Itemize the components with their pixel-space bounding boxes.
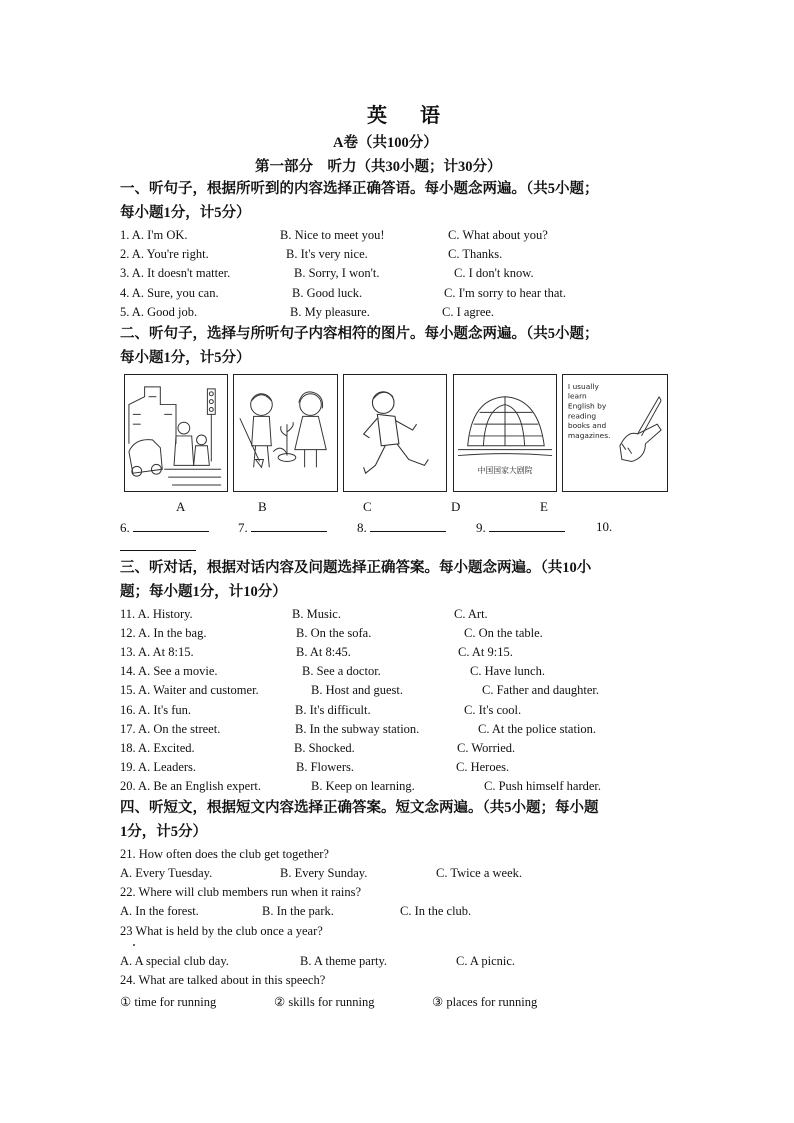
option-c: C. I agree.	[442, 305, 495, 319]
section-2-heading	[120, 322, 599, 370]
option-b: B. At 8:45.	[296, 645, 351, 659]
option-c: C. I'm sorry to hear that.	[444, 286, 567, 300]
running-boy-illustration	[344, 375, 446, 491]
picture-label-c: C	[363, 499, 372, 514]
question-row	[120, 954, 680, 972]
page-title: 英 语	[367, 105, 454, 127]
question-row	[120, 866, 680, 884]
option-b: B. On the sofa.	[296, 626, 372, 640]
option-a: A. Every Tuesday.	[120, 866, 213, 880]
part-heading: 第一部分 听力（共30小题；计30分）	[255, 159, 502, 175]
paper-subtitle: A卷（共100分）	[333, 135, 438, 151]
question-row	[120, 683, 680, 701]
option-b: B. Host and guest.	[311, 683, 404, 697]
note-line: books and	[567, 421, 607, 431]
option-c: C. Father and daughter.	[482, 683, 599, 697]
option-a: 17. A. On the street.	[120, 722, 221, 736]
option-c: C. At the police station.	[478, 722, 597, 736]
blank-number: 8.	[357, 520, 367, 535]
option-b: B. Keep on learning.	[311, 779, 415, 793]
question-row	[120, 664, 680, 682]
question-row	[120, 607, 680, 625]
option-b: B. It's very nice.	[286, 247, 368, 261]
option-c: C. Worried.	[457, 741, 516, 755]
option-a: 1. A. I'm OK.	[120, 228, 188, 242]
blank-number: 6.	[120, 520, 130, 535]
option-c: C. A picnic.	[456, 954, 516, 968]
question-row	[120, 266, 680, 284]
option-c: C. On the table.	[464, 626, 543, 640]
section-4-heading	[120, 796, 599, 844]
question-row	[120, 228, 680, 246]
section-4-line-1: 四、听短文，根据短文内容选择正确答案。短文念两遍。（共5小题；每小题	[120, 800, 599, 816]
note-line: I usually	[567, 381, 599, 391]
option-c: C. Twice a week.	[436, 866, 523, 880]
option-b: B. In the park.	[262, 904, 334, 918]
note-line: magazines.	[567, 430, 611, 440]
picture-a	[124, 374, 228, 492]
section-3-line-2: 题；每小题1分，计10分）	[120, 584, 287, 600]
picture-label-d: D	[451, 499, 461, 514]
answer-blank-10-line[interactable]	[120, 549, 196, 551]
picture-label-e: E	[540, 499, 548, 514]
option-a: 14. A. See a movie.	[120, 664, 218, 678]
note-line: English by	[567, 401, 607, 411]
option-b: B. Flowers.	[296, 760, 354, 774]
option-c: C. Heroes.	[456, 760, 510, 774]
option-c: C. Have lunch.	[470, 664, 545, 678]
section-1-heading	[120, 177, 599, 225]
theater-caption: 中国国家大剧院	[477, 466, 533, 476]
picture-d	[453, 374, 557, 492]
option-a: 11. A. History.	[120, 607, 193, 621]
stray-dot	[133, 944, 135, 946]
option-b: B. Sorry, I won't.	[294, 266, 380, 280]
option-a: A. A special club day.	[120, 954, 229, 968]
question-row	[120, 741, 680, 759]
option-a: 3. A. It doesn't matter.	[120, 266, 231, 280]
option-b: B. Good luck.	[292, 286, 363, 300]
option-a: 13. A. At 8:15.	[120, 645, 194, 659]
question-row	[120, 722, 680, 740]
option-b: B. A theme party.	[300, 954, 388, 968]
question-row	[120, 645, 680, 663]
option-b: B. Shocked.	[294, 741, 355, 755]
writing-note-illustration	[563, 375, 667, 491]
picture-label-a: A	[176, 499, 186, 514]
answer-blank-7[interactable]	[238, 519, 327, 536]
option-b: B. My pleasure.	[290, 305, 370, 319]
option-a: 4. A. Sure, you can.	[120, 286, 219, 300]
picture-b	[233, 374, 338, 492]
option-a: 18. A. Excited.	[120, 741, 195, 755]
blank-number: 9.	[476, 520, 486, 535]
answer-blank-10-number: 10.	[596, 519, 613, 534]
option-2: ② skills for running	[274, 995, 375, 1009]
option-c: C. It's cool.	[464, 703, 522, 717]
option-3: ③ places for running	[432, 995, 538, 1009]
question-row	[120, 994, 680, 1012]
section-3-line-1: 三、听对话，根据对话内容及问题选择正确答案。每小题念两遍。（共10小	[120, 560, 592, 576]
option-c: C. Art.	[454, 607, 488, 621]
section-4-line-2: 1分，计5分）	[120, 824, 207, 840]
note-line: learn	[567, 391, 587, 401]
question-row	[120, 626, 680, 644]
question-row	[120, 286, 680, 304]
answer-blank-6[interactable]	[120, 519, 209, 536]
option-1: ① time for running	[120, 995, 217, 1009]
section-1-line-2: 每小题1分，计5分）	[120, 205, 251, 221]
option-a: 19. A. Leaders.	[120, 760, 197, 774]
question-24: 24. What are talked about in this speech?	[120, 973, 326, 987]
question-row	[120, 760, 680, 778]
question-row	[120, 904, 680, 922]
answer-blank-8[interactable]	[357, 519, 446, 536]
option-a: 16. A. It's fun.	[120, 703, 192, 717]
question-23: 23 What is held by the club once a year?	[120, 924, 323, 938]
option-b: B. It's difficult.	[295, 703, 371, 717]
picture-e	[562, 374, 668, 492]
note-line: reading	[567, 411, 597, 421]
option-b: B. See a doctor.	[302, 664, 381, 678]
section-1-line-1: 一、听句子，根据所听到的内容选择正确答语。每小题念两遍。（共5小题；	[120, 181, 599, 197]
question-22: 22. Where will club members run when it rains?	[120, 885, 362, 899]
option-c: C. At 9:15.	[458, 645, 513, 659]
planting-trees-illustration	[234, 375, 337, 491]
option-c: C. What about you?	[448, 228, 548, 242]
option-a: 2. A. You're right.	[120, 247, 209, 261]
option-a: A. In the forest.	[120, 904, 199, 918]
section-2-line-1: 二、听句子，选择与所听句子内容相符的图片。每小题念两遍。（共5小题；	[120, 326, 599, 342]
option-c: C. Thanks.	[448, 247, 503, 261]
section-3-heading	[120, 556, 591, 604]
question-row	[120, 305, 680, 323]
option-b: B. Music.	[292, 607, 341, 621]
section-2-line-2: 每小题1分，计5分）	[120, 350, 251, 366]
national-theater-illustration	[454, 375, 556, 491]
crossing-street-illustration	[125, 375, 227, 491]
picture-label-b: B	[258, 499, 267, 514]
question-row	[120, 779, 680, 797]
option-a: 20. A. Be an English expert.	[120, 779, 261, 793]
question-row	[120, 703, 680, 721]
option-a: 15. A. Waiter and customer.	[120, 683, 259, 697]
question-21: 21. How often does the club get together?	[120, 847, 329, 861]
option-c: C. Push himself harder.	[484, 779, 602, 793]
question-row	[120, 247, 680, 265]
picture-c	[343, 374, 447, 492]
option-b: B. Every Sunday.	[280, 866, 368, 880]
answer-blank-9[interactable]	[476, 519, 565, 536]
option-b: B. In the subway station.	[295, 722, 420, 736]
option-a: 12. A. In the bag.	[120, 626, 207, 640]
option-c: C. In the club.	[400, 904, 472, 918]
option-c: C. I don't know.	[454, 266, 534, 280]
blank-number: 7.	[238, 520, 248, 535]
option-b: B. Nice to meet you!	[280, 228, 385, 242]
option-a: 5. A. Good job.	[120, 305, 198, 319]
